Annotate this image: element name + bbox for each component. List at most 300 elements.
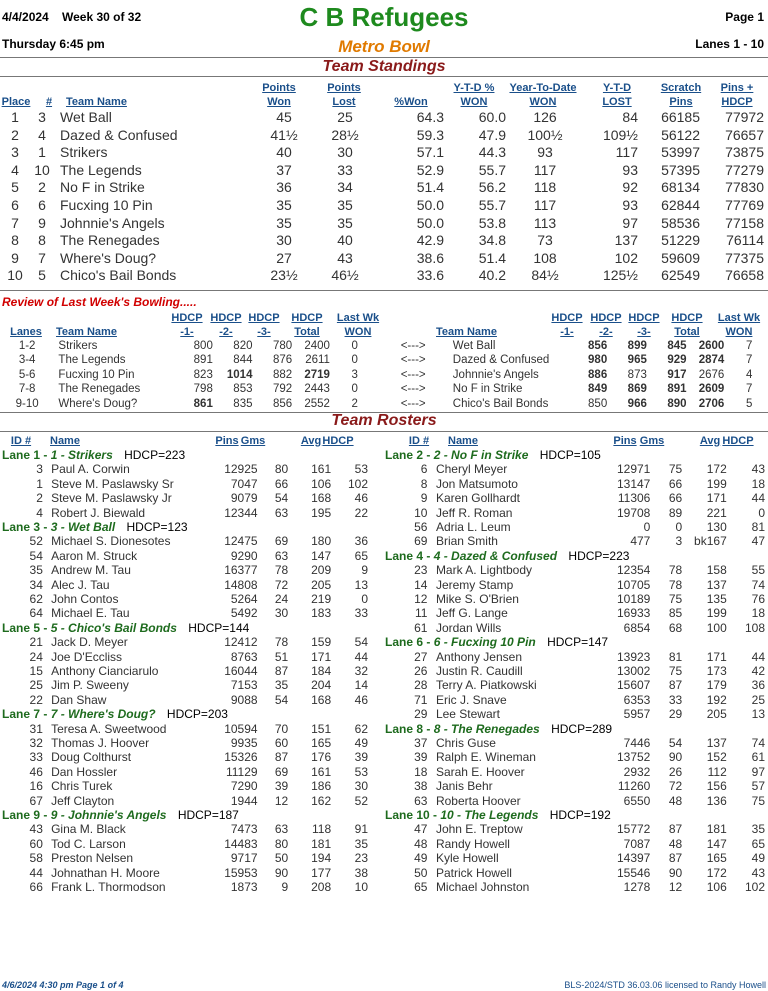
col-id: ID # [408, 435, 430, 447]
game-3: 929 [667, 354, 687, 367]
spacer [427, 606, 435, 620]
roster-row [2, 851, 368, 865]
team-name: Where's Doug? [58, 397, 138, 410]
player-average: 112 [707, 764, 727, 779]
footer-license: BLS-2024/STD 36.03.06 licensed to Randy Howell [564, 980, 766, 990]
col-id: ID # [10, 435, 32, 447]
player-average: 219 [311, 592, 332, 607]
col-place: Place [1, 96, 31, 108]
spacer [427, 707, 435, 721]
player-hdcp: 10 [354, 880, 368, 895]
player-games: 87 [668, 678, 683, 693]
scratch-pins: 68134 [661, 179, 700, 196]
player-games: 63 [274, 548, 289, 563]
points-lost: 28½ [331, 126, 359, 143]
player-id: 63 [414, 793, 428, 808]
team-hdcp: HDCP=147 [547, 635, 609, 650]
place: 6 [11, 196, 19, 213]
player-pins: 12344 [224, 505, 258, 520]
roster-row [2, 635, 368, 649]
roster-row [385, 678, 765, 692]
lanes: 1-2 [18, 340, 36, 352]
col-ytd-pct: Y-T-D % WON [453, 82, 495, 108]
day-time: Thursday 6:45 pm [2, 37, 105, 51]
player-name: Cheryl Meyer [435, 462, 508, 477]
player-average: 186 [311, 779, 332, 794]
review-row [0, 397, 768, 411]
player-average: 165 [311, 736, 332, 751]
player-name: Alec J. Tau [51, 577, 110, 592]
review-table [0, 339, 768, 411]
pins-hdcp: 77279 [725, 161, 764, 178]
lanes: 9-10 [15, 397, 39, 410]
col-hdcp1-left: HDCP -1- [171, 312, 203, 338]
standings-row [0, 250, 768, 268]
spacer [427, 621, 435, 635]
player-name: Lee Stewart [435, 707, 500, 722]
player-pins: 5957 [623, 707, 651, 722]
ytd-pct-won: 53.8 [478, 214, 506, 231]
team-hdcp: HDCP=123 [126, 520, 188, 535]
player-pins: 7290 [230, 779, 258, 794]
player-games: 63 [274, 505, 289, 520]
player-id: 2 [36, 491, 43, 506]
spacer [427, 794, 435, 808]
spacer [43, 477, 51, 491]
player-games: 39 [274, 779, 289, 794]
team-hdcp: HDCP=223 [568, 548, 630, 563]
player-hdcp: 91 [354, 822, 368, 837]
lane-label: Lane 4 - [385, 548, 431, 563]
player-id: 52 [29, 534, 43, 549]
player-id: 9 [420, 491, 428, 506]
player-average: 195 [311, 505, 332, 520]
player-games: 69 [274, 764, 289, 779]
game-2: 844 [233, 354, 253, 367]
player-name: Jeff R. Roman [435, 505, 513, 520]
roster-row [385, 491, 765, 505]
spacer [43, 866, 51, 880]
player-average: 168 [311, 491, 332, 506]
scratch-pins: 57395 [661, 161, 700, 178]
ytd-won: 118 [533, 179, 557, 196]
player-games: 72 [274, 577, 289, 592]
player-pins: 12354 [616, 563, 651, 578]
points-lost: 30 [337, 144, 353, 161]
team-name: Dazed & Confused [60, 126, 178, 143]
player-id: 64 [29, 606, 43, 621]
spacer [43, 822, 51, 836]
spacer [427, 779, 435, 793]
roster-table [2, 635, 368, 707]
week-label: Week 30 of 32 [62, 10, 142, 24]
player-average: 184 [311, 664, 332, 679]
spacer [43, 880, 51, 894]
standings-row [0, 267, 768, 285]
spacer [427, 491, 435, 505]
player-pins: 7153 [230, 678, 258, 693]
player-games: 90 [668, 750, 683, 765]
player-id: 3 [36, 462, 43, 477]
player-average: 161 [311, 462, 332, 477]
points-won: 23½ [270, 267, 298, 284]
roster-row [385, 477, 765, 491]
player-pins: 1944 [230, 793, 258, 808]
player-games: 80 [274, 836, 289, 851]
col-pct-won: %Won [394, 96, 428, 108]
spacer [43, 491, 51, 505]
place: 3 [11, 144, 19, 161]
player-id: 1 [36, 476, 43, 491]
pins-hdcp: 77769 [725, 196, 764, 213]
scratch-pins: 59609 [661, 249, 700, 266]
player-pins: 16044 [224, 664, 258, 679]
ytd-won: 73 [537, 232, 553, 249]
game-1: 850 [588, 397, 608, 410]
ytd-won: 126 [533, 109, 557, 125]
player-games: 80 [274, 462, 289, 477]
player-name: Michael S. Dionesotes [51, 534, 171, 549]
roster-row [2, 866, 368, 880]
player-id: 49 [414, 851, 428, 866]
player-average: 159 [311, 635, 332, 650]
rosters-title: Team Rosters [331, 412, 437, 429]
player-name: Anthony Jensen [435, 649, 522, 664]
lane-label: Lane 9 - [2, 808, 48, 823]
player-pins: 13002 [616, 664, 651, 679]
game-3: 882 [272, 368, 293, 381]
place: 4 [11, 161, 19, 178]
col-hdcp1-right: HDCP -1- [551, 312, 583, 338]
game-2: 965 [627, 354, 647, 367]
player-id: 25 [29, 678, 43, 693]
team-number: 4 [38, 126, 46, 143]
points-won: 30 [276, 232, 292, 249]
player-games: 0 [675, 520, 683, 535]
team-label: 7 - Where's Doug? [50, 707, 156, 722]
player-games: 26 [668, 764, 683, 779]
col-hdcp: HDCP [722, 435, 754, 447]
player-pins: 12971 [616, 462, 651, 477]
spacer [427, 664, 435, 678]
col-name: Name [50, 435, 80, 447]
player-games: 72 [668, 779, 683, 794]
team-name: Johnnie's Angels [452, 368, 539, 381]
player-name: Tod C. Larson [51, 836, 126, 851]
team-name: No F in Strike [452, 383, 523, 396]
player-name: Dan Shaw [51, 692, 107, 707]
game-1: 861 [193, 397, 213, 410]
roster-row [2, 534, 368, 548]
player-average: 194 [311, 851, 332, 866]
pct-won: 52.9 [416, 161, 444, 178]
review-row [0, 382, 768, 396]
player-average: 204 [311, 678, 332, 693]
last-week-won: 4 [745, 368, 753, 381]
player-games: 12 [668, 880, 683, 895]
col-avg: Avg [699, 435, 721, 447]
player-games: 78 [274, 635, 289, 650]
ytd-won: 93 [537, 144, 553, 161]
last-week-won: 5 [745, 397, 753, 410]
last-week-won: 0 [351, 383, 358, 396]
player-id: 24 [29, 649, 43, 664]
spacer [43, 678, 51, 692]
player-games: 48 [668, 793, 683, 808]
player-pins: 10594 [224, 721, 258, 736]
standings-row [0, 197, 768, 215]
team-name: Strikers [60, 144, 108, 161]
player-hdcp: 44 [354, 649, 368, 664]
hdcp-total: 2706 [698, 397, 725, 410]
game-2: 869 [627, 383, 647, 396]
player-name: John E. Treptow [435, 822, 523, 837]
points-won: 41½ [270, 126, 298, 143]
player-hdcp: 9 [361, 563, 368, 578]
scratch-pins: 58536 [661, 214, 700, 231]
team-label: 6 - Fucxing 10 Pin [433, 635, 536, 650]
spacer [43, 534, 51, 548]
roster-row [385, 837, 765, 851]
lane-team-header [2, 621, 368, 635]
team-name: Strikers [58, 340, 98, 352]
player-pins: 9079 [230, 491, 258, 506]
team-hdcp: HDCP=144 [188, 620, 250, 635]
review-title: Review of Last Week's Bowling..... [2, 295, 197, 309]
player-hdcp: 35 [354, 836, 368, 851]
player-id: 6 [420, 462, 428, 477]
spacer [43, 851, 51, 865]
player-games: 75 [668, 664, 683, 679]
player-hdcp: 36 [354, 534, 368, 549]
player-id: 28 [414, 678, 428, 693]
team-hdcp: HDCP=223 [124, 448, 186, 462]
player-games: 75 [668, 462, 683, 477]
player-games: 48 [668, 836, 683, 851]
player-average: 151 [311, 721, 332, 736]
player-games: 87 [668, 822, 683, 837]
ytd-lost: 84 [622, 109, 638, 125]
player-average: 171 [706, 649, 727, 664]
points-lost: 43 [337, 249, 353, 266]
player-average: 152 [706, 750, 727, 765]
spacer [43, 563, 51, 577]
player-name: Adria L. Leum [435, 520, 511, 535]
player-name: Doug Colthurst [51, 750, 132, 765]
game-1: 891 [193, 354, 213, 367]
team-label: 2 - No F in Strike [433, 448, 529, 462]
roster-row [2, 693, 368, 707]
standings-row [0, 215, 768, 233]
player-name: Aaron M. Struck [51, 548, 138, 563]
player-id: 23 [414, 563, 428, 578]
team-number: 8 [38, 232, 46, 249]
place: 1 [11, 109, 19, 125]
col-team-name-right: Team Name [436, 326, 497, 338]
lane-team-header [385, 808, 765, 822]
ytd-lost: 125½ [602, 267, 638, 284]
standings-row [0, 144, 768, 162]
player-average: 172 [706, 865, 727, 880]
place: 2 [11, 126, 19, 143]
game-2: 873 [627, 368, 647, 381]
col-pins-hdcp: Pins + HDCP [720, 82, 754, 108]
col-lastwk-left: Last Wk WON [336, 312, 380, 338]
game-1: 849 [588, 383, 608, 396]
col-gms: Gms [639, 435, 665, 447]
versus-separator: <---> [400, 397, 426, 410]
player-games: 12 [274, 793, 289, 808]
player-average: 199 [706, 606, 727, 621]
player-pins: 10705 [616, 577, 651, 592]
player-games: 87 [274, 750, 289, 765]
player-hdcp: 25 [751, 692, 765, 707]
player-name: Robert J. Biewald [51, 505, 146, 520]
spacer [427, 520, 435, 534]
roster-table [385, 462, 765, 548]
player-id: 16 [29, 779, 43, 794]
col-ytd-won: Year-To-Date WON [509, 82, 577, 108]
col-ytd-lost: Y-T-D LOST [602, 82, 632, 108]
roster-row [385, 765, 765, 779]
player-hdcp: 49 [354, 736, 368, 751]
ytd-lost: 137 [614, 232, 638, 249]
lane-label: Lane 8 - [385, 721, 431, 736]
player-name: Kyle Howell [435, 851, 499, 866]
player-pins: 9088 [230, 692, 258, 707]
spacer [43, 635, 51, 649]
player-pins: 9290 [230, 548, 258, 563]
ytd-pct-won: 55.7 [478, 161, 506, 178]
pins-hdcp: 77158 [725, 214, 764, 231]
roster-row [385, 736, 765, 750]
player-average: 221 [706, 505, 727, 520]
player-hdcp: 43 [751, 462, 765, 477]
spacer [43, 606, 51, 620]
player-average: 199 [706, 476, 727, 491]
team-name: The Renegades [58, 383, 141, 396]
lane-team-header [2, 520, 368, 534]
scratch-pins: 53997 [661, 144, 700, 161]
game-3: 856 [272, 397, 293, 410]
player-hdcp: 39 [354, 750, 368, 765]
roster-row [385, 693, 765, 707]
player-hdcp: 53 [354, 462, 368, 477]
pins-hdcp: 76657 [725, 126, 764, 143]
pct-won: 50.0 [416, 214, 444, 231]
spacer [427, 822, 435, 836]
place: 7 [11, 214, 19, 231]
last-week-won: 2 [351, 397, 358, 410]
player-hdcp: 74 [751, 736, 765, 751]
player-pins: 11260 [617, 779, 651, 794]
standings-table [0, 109, 768, 285]
col-lastwk-right: Last Wk WON [717, 312, 761, 338]
player-hdcp: 44 [751, 649, 765, 664]
game-2: 835 [233, 397, 253, 410]
game-1: 800 [193, 340, 213, 352]
game-3: 792 [272, 383, 293, 396]
place: 8 [11, 232, 19, 249]
roster-row [2, 678, 368, 692]
player-id: 29 [414, 707, 428, 722]
spacer [427, 563, 435, 577]
player-name: Ralph E. Wineman [435, 750, 536, 765]
roster-row [2, 549, 368, 563]
player-name: Karen Gollhardt [435, 491, 520, 506]
roster-table [2, 822, 368, 894]
lane-team-header [2, 808, 368, 822]
player-pins: 6353 [623, 692, 651, 707]
player-name: Eric J. Snave [435, 692, 507, 707]
team-name: Wet Ball [60, 109, 112, 125]
player-id: 33 [29, 750, 43, 765]
player-hdcp: 36 [751, 678, 765, 693]
player-hdcp: 42 [751, 664, 765, 679]
player-id: 58 [29, 851, 43, 866]
roster-table [385, 822, 765, 894]
spacer [43, 664, 51, 678]
league-title: C B Refugees [299, 2, 469, 32]
player-games: 81 [668, 649, 683, 664]
player-average: 181 [311, 836, 332, 851]
page-label: Page 1 [725, 10, 764, 24]
player-id: 46 [29, 764, 43, 779]
player-name: Michael Johnston [435, 880, 530, 895]
spacer [427, 880, 435, 894]
team-name: Johnnie's Angels [60, 214, 165, 231]
player-pins: 6550 [623, 793, 651, 808]
player-name: Jack D. Meyer [51, 635, 128, 650]
player-pins: 477 [630, 534, 651, 549]
spacer [427, 462, 435, 476]
player-hdcp: 0 [361, 592, 368, 607]
divider [0, 76, 768, 77]
player-id: 15 [29, 664, 43, 679]
player-games: 90 [668, 865, 683, 880]
team-label: 4 - Dazed & Confused [433, 548, 558, 563]
spacer [427, 736, 435, 750]
ytd-won: 100½ [527, 126, 563, 143]
player-name: Jim P. Sweeny [51, 678, 129, 693]
player-name: Michael E. Tau [51, 606, 130, 621]
player-games: 89 [668, 505, 683, 520]
lane-team-header [385, 448, 765, 462]
player-hdcp: 65 [751, 836, 765, 851]
team-label: 9 - Johnnie's Angels [50, 808, 167, 823]
player-pins: 15546 [616, 865, 651, 880]
spacer [427, 678, 435, 692]
review-row [0, 353, 768, 367]
roster-row [385, 534, 765, 548]
col-gms: Gms [240, 435, 266, 447]
team-number: 1 [38, 144, 46, 161]
roster-row [385, 707, 765, 721]
player-name: Chris Turek [51, 779, 113, 794]
player-id: 18 [414, 764, 428, 779]
roster-row [385, 822, 765, 836]
game-2: 1014 [226, 368, 253, 381]
player-average: 205 [311, 577, 332, 592]
player-name: Jeff G. Lange [435, 606, 508, 621]
roster-table [2, 462, 368, 520]
player-name: Jeff Clayton [51, 793, 115, 808]
standings-row [0, 109, 768, 127]
player-id: 71 [414, 692, 428, 707]
player-name: Janis Behr [435, 779, 493, 794]
roster-column-right [385, 448, 765, 895]
player-pins: 7473 [230, 822, 258, 837]
